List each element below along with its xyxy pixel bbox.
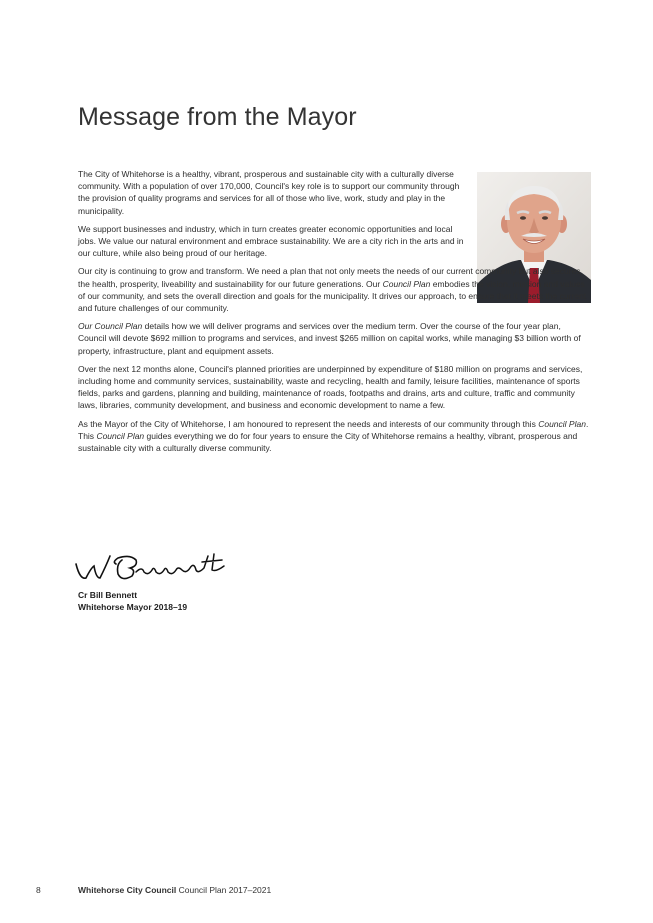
- mayor-signature-icon: [72, 548, 244, 590]
- signoff-role: Whitehorse Mayor 2018–19: [78, 601, 188, 612]
- signoff-block: [78, 590, 187, 613]
- signoff-name: Cr Bill Bennett: [78, 590, 138, 600]
- paragraph-5: Over the next 12 months alone, Council's planned priorities are underpinned by expenditure of $180 million on programs and services, including home and community services, sustainability, waste and recycling, health and family, leisure facilities, maintenance of sports fields, parks and gardens, planning and building, maintenance of roads, footpaths and drains, arts and culture, traffic and community laws, libraries, community development, and business and economic development to name a few.: [78, 363, 583, 411]
- page-number: 8: [36, 885, 41, 895]
- paragraph-3: Our city is continuing to grow and transform. We need a plan that not only meets the needs of our current community but also secures the health, prosperity, liveability and sustainability for our future generations. Our Council Plan embodies the vision, mission and values of our community, and sets the overall direction and goals for the municipality. It drives our approach, to ensure that it meets the current and future challenges of our community.: [78, 266, 587, 314]
- body-text: [78, 168, 590, 460]
- paragraph-2: We support businesses and industry, which in turn creates greater economic opportunities and local jobs. We value our natural environment and embrace sustainability. We are a city rich in the arts and in our culture, while also being proud of our heritage.: [78, 223, 464, 259]
- paragraph-6: As the Mayor of the City of Whitehorse, I am honoured to represent the needs and interests of our community through this Council Plan. This Council Plan guides everything we do for four years to ensure the City of Whitehorse remains a healthy, vibrant, prosperous and sustainable city with a culturally diverse community.: [78, 418, 589, 454]
- footer-text: Whitehorse City Council Council Plan 2017–2021: [78, 885, 272, 895]
- page-title: Message from the Mayor: [78, 102, 357, 131]
- paragraph-4: Our Council Plan details how we will deliver programs and services over the medium term. Over the course of the four year plan, Council will devote $692 million to programs and services, and invest $265 million on capital works, while managing $3 billion worth of property, infrastructure, plant and equipment assets.: [78, 321, 581, 356]
- paragraph-1: The City of Whitehorse is a healthy, vibrant, prosperous and sustainable city with a culturally diverse community. With a population of over 170,000, Council's key role is to support our community through the provision of quality programs and services for all of those who live, work, study and play in the municipality.: [78, 169, 460, 216]
